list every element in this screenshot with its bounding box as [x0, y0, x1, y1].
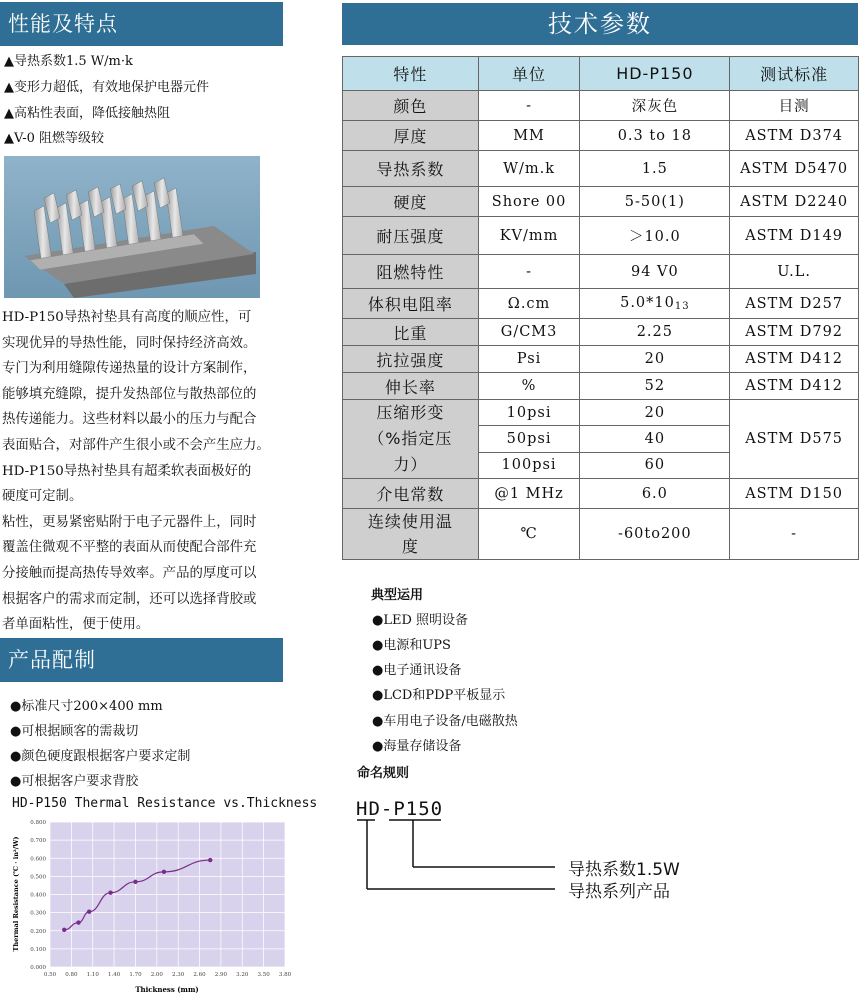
- standard-cell: ASTM D575: [730, 400, 859, 479]
- y-tick-label: 0.000: [30, 965, 46, 971]
- spec-table: [342, 56, 859, 560]
- standard-cell: U.L.: [730, 255, 859, 289]
- table-row: [343, 121, 859, 151]
- config-item: ●颜色硬度跟根据客户要求定制: [10, 749, 191, 764]
- standard-cell: ASTM D149: [730, 217, 859, 255]
- header-cell: 单位: [478, 57, 580, 91]
- unit-cell: Ω.cm: [478, 289, 580, 319]
- product-description: [2, 305, 292, 638]
- value-cell: 20: [580, 400, 730, 426]
- property-name: 颜色: [343, 91, 479, 121]
- application-item: ●电子通讯设备: [372, 663, 462, 678]
- naming-label-series: 导热系列产品: [568, 882, 670, 902]
- x-axis-label: Thickness (mm): [135, 985, 199, 994]
- unit-cell: W/m.k: [478, 151, 580, 187]
- value-cell: 52: [580, 373, 730, 400]
- x-tick-label: 0.80: [65, 972, 78, 978]
- table-row: [343, 319, 859, 346]
- value-cell: 2.25: [580, 319, 730, 346]
- value-cell: 60: [580, 452, 730, 478]
- property-name: 耐压强度: [343, 217, 479, 255]
- table-row: [343, 479, 859, 509]
- table-row: [343, 151, 859, 187]
- x-tick-label: 3.50: [257, 972, 270, 978]
- description-line: 分接触而提高热传导效率。产品的厚度可以: [2, 565, 257, 581]
- value-cell: ＞10.0: [580, 217, 730, 255]
- x-tick-label: 3.80: [278, 972, 292, 978]
- description-line: 能够填充缝隙，提升发热部位与散热部位的: [2, 386, 257, 402]
- description-line: HD-P150导热衬垫具有高度的顺应性，可: [2, 310, 252, 325]
- description-line: 粘性，更易紧密贴附于电子元器件上，同时: [2, 514, 257, 530]
- applications-title: 典型运用: [371, 588, 424, 603]
- config-item: ●标准尺寸200×400 mm: [10, 699, 163, 714]
- property-name: 伸长率: [343, 373, 479, 400]
- table-row: [343, 373, 859, 400]
- x-tick-label: 1.70: [129, 972, 142, 978]
- standard-cell: ASTM D150: [730, 479, 859, 509]
- property-name: 介电常数: [343, 479, 479, 509]
- property-name: [343, 509, 479, 560]
- table-header-row: [343, 57, 859, 91]
- data-point: [162, 870, 166, 874]
- property-name: 抗拉强度: [343, 346, 479, 373]
- application-item: ●LED 照明设备: [372, 613, 469, 628]
- data-point: [76, 920, 80, 924]
- naming-label-conductivity: 导热系数1.5W: [568, 860, 680, 880]
- unit-cell: Shore 00: [478, 187, 580, 217]
- x-tick-label: 2.60: [193, 972, 206, 978]
- naming-code: HD-P150: [356, 798, 444, 820]
- x-tick-label: 2.90: [214, 972, 228, 978]
- unit-cell: MM: [478, 121, 580, 151]
- application-item: ●车用电子设备/电磁散热: [372, 714, 518, 729]
- x-tick-label: 2.00: [150, 972, 163, 978]
- unit-cell: -: [478, 255, 580, 289]
- data-point: [108, 890, 112, 894]
- name-line: 连续使用温: [367, 512, 453, 531]
- description-line: 根据客户的需求而定制，还可以选择背胶或: [2, 591, 257, 607]
- standard-cell: ASTM D792: [730, 319, 859, 346]
- header-cell: 特性: [343, 57, 479, 91]
- table-row: [343, 217, 859, 255]
- property-name: 阻燃特性: [343, 255, 479, 289]
- application-item: ●LCD和PDP平板显示: [372, 688, 506, 703]
- unit-cell: 50psi: [478, 426, 580, 452]
- standard-cell: ASTM D374: [730, 121, 859, 151]
- value-cell: [580, 289, 730, 319]
- x-tick-label: 1.40: [107, 972, 121, 978]
- standard-cell: ASTM D257: [730, 289, 859, 319]
- description-line: 热传递能力。这些材料以最小的压力与配合: [2, 412, 257, 428]
- description-line: 者单面粘性，便于使用。: [2, 617, 150, 633]
- y-tick-label: 0.200: [30, 928, 46, 935]
- config-section-title: 产品配制: [0, 638, 283, 682]
- features-section-title: 性能及特点: [0, 2, 283, 46]
- chart-title: HD-P150 Thermal Resistance vs.Thickness: [12, 796, 318, 811]
- table-row: [343, 255, 859, 289]
- property-name: 厚度: [343, 121, 479, 151]
- x-tick-label: 1.10: [86, 972, 99, 978]
- value-cell: 20: [580, 346, 730, 373]
- table-row: [343, 289, 859, 319]
- naming-rule-title: 命名规则: [357, 766, 410, 781]
- y-tick-label: 0.400: [30, 892, 46, 899]
- header-cell: 测试标准: [730, 57, 859, 91]
- property-name: 导热系数: [343, 151, 479, 187]
- value-cell: 1.5: [580, 151, 730, 187]
- value-cell: -60to200: [580, 509, 730, 560]
- data-point: [208, 858, 212, 862]
- unit-cell: 100psi: [478, 452, 580, 478]
- data-point: [133, 880, 137, 884]
- standard-cell: -: [730, 509, 859, 560]
- naming-bracket-lines: [355, 818, 555, 898]
- name-line: 度: [401, 537, 419, 556]
- description-line: 专门为利用缝隙传递热量的设计方案制作，: [2, 361, 257, 377]
- data-point: [62, 928, 66, 932]
- feature-item: ▲导热系数1.5 W/m·k: [4, 54, 133, 69]
- thermal-resistance-chart: [0, 812, 300, 997]
- feature-item: ▲变形力超低，有效地保护电器元件: [4, 80, 209, 95]
- application-item: ●海量存储设备: [372, 739, 462, 754]
- y-tick-label: 0.300: [30, 910, 46, 917]
- standard-cell: ASTM D5470: [730, 151, 859, 187]
- unit-cell: %: [478, 373, 580, 400]
- standard-cell: ASTM D412: [730, 373, 859, 400]
- description-line: 覆盖住微观不平整的表面从而使配合部件充: [2, 540, 257, 556]
- unit-cell: G/CM3: [478, 319, 580, 346]
- value-base: 5.0*10: [620, 295, 675, 311]
- table-row: [343, 346, 859, 373]
- y-tick-label: 0.600: [30, 856, 46, 863]
- header-cell: HD-P150: [580, 57, 730, 91]
- value-cell: 94 V0: [580, 255, 730, 289]
- y-tick-label: 0.800: [30, 820, 46, 826]
- unit-cell: -: [478, 91, 580, 121]
- table-row: [343, 187, 859, 217]
- value-cell: 6.0: [580, 479, 730, 509]
- feature-item: ▲V-0 阻燃等级较: [4, 131, 104, 146]
- standard-cell: ASTM D412: [730, 346, 859, 373]
- y-tick-label: 0.700: [30, 838, 46, 845]
- config-item: ●可根据客户要求背胶: [10, 774, 139, 789]
- table-row: [343, 91, 859, 121]
- product-photo: [4, 156, 260, 298]
- x-tick-label: 0.50: [43, 972, 57, 978]
- specs-section-title: 技术参数: [342, 3, 858, 45]
- table-row: [343, 509, 859, 560]
- property-name: [343, 400, 479, 479]
- description-line: 表面贴合，对部件产生很小或不会产生应力。: [2, 437, 270, 453]
- value-cell: 深灰色: [580, 91, 730, 121]
- property-name: 比重: [343, 319, 479, 346]
- x-tick-label: 3.20: [236, 972, 249, 978]
- standard-cell: 目测: [730, 91, 859, 121]
- property-name: 体积电阻率: [343, 289, 479, 319]
- description-line: 硬度可定制。: [2, 489, 83, 505]
- y-axis-label: Thermal Resistance (℃ · in²/W): [12, 836, 20, 952]
- value-exponent: 13: [674, 301, 690, 312]
- standard-cell: ASTM D2240: [730, 187, 859, 217]
- name-line: 压缩形变: [376, 403, 445, 422]
- y-tick-label: 0.500: [30, 874, 46, 881]
- name-line: （%指定压: [368, 429, 453, 448]
- x-tick-label: 2.30: [172, 972, 185, 978]
- description-line: HD-P150导热衬垫具有超柔软表面极好的: [2, 463, 252, 479]
- application-item: ●电源和UPS: [372, 638, 451, 653]
- y-tick-label: 0.100: [30, 946, 46, 953]
- unit-cell: @1 MHz: [478, 479, 580, 509]
- table-row: [343, 400, 859, 426]
- property-name: 硬度: [343, 187, 479, 217]
- value-cell: 0.3 to 18: [580, 121, 730, 151]
- value-cell: 5-50(1): [580, 187, 730, 217]
- unit-cell: 10psi: [478, 400, 580, 426]
- name-line: 力）: [393, 455, 428, 474]
- unit-cell: Psi: [478, 346, 580, 373]
- description-line: 实现优异的导热性能，同时保持经济高效。: [2, 335, 257, 351]
- feature-item: ▲高粘性表面，降低接触热阻: [4, 106, 170, 121]
- unit-cell: KV/mm: [478, 217, 580, 255]
- config-item: ●可根据顾客的需裁切: [10, 724, 139, 739]
- data-point: [87, 910, 91, 914]
- unit-cell: ℃: [478, 509, 580, 560]
- value-cell: 40: [580, 426, 730, 452]
